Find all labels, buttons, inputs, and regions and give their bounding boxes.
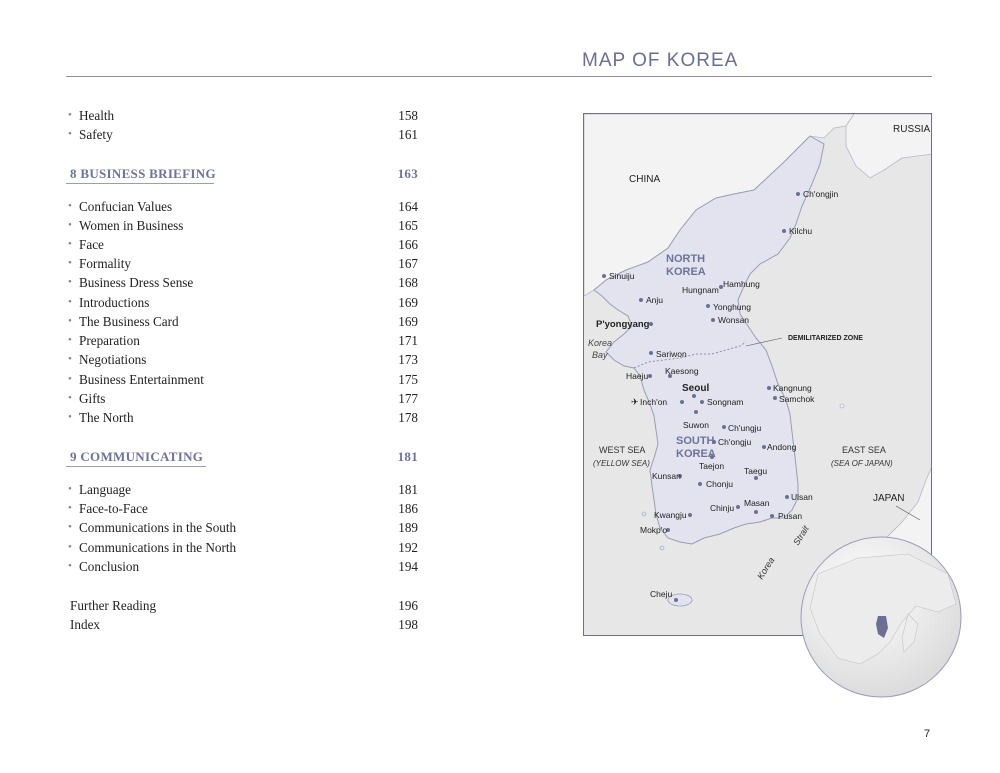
toc-entry[interactable] xyxy=(66,312,418,331)
label-samchok: Samchok xyxy=(779,394,815,404)
label-haeju: Haeju xyxy=(626,371,649,381)
toc-entry[interactable] xyxy=(66,273,418,292)
bullet-icon: • xyxy=(68,128,72,140)
city-dot-chongjin xyxy=(796,192,800,196)
toc-entry-page: 177 xyxy=(398,391,418,406)
toc-entry-page: 173 xyxy=(398,352,418,367)
city-dot-anju xyxy=(639,298,643,302)
island xyxy=(840,404,844,408)
bullet-icon: • xyxy=(68,219,72,231)
city-dot-kwangju xyxy=(688,513,692,517)
toc-entry[interactable] xyxy=(66,254,418,273)
label-dmz: DEMILITARIZED ZONE xyxy=(788,335,863,342)
bullet-icon: • xyxy=(68,392,72,404)
bullet-icon: • xyxy=(68,560,72,572)
island xyxy=(642,512,646,516)
city-dot-sinuiju xyxy=(602,274,606,278)
bullet-icon: • xyxy=(68,502,72,514)
bullet-icon: • xyxy=(68,257,72,269)
toc-entry-page: 169 xyxy=(398,295,418,310)
toc-entry-page: 171 xyxy=(398,333,418,348)
toc-entry-label: Preparation xyxy=(79,333,140,348)
label-kunsan: Kunsan xyxy=(652,471,681,481)
toc-entry-label: Formality xyxy=(79,256,132,271)
toc-entry-label: Introductions xyxy=(79,295,150,310)
toc-entry-label: Language xyxy=(79,482,131,497)
toc-entry-page: 164 xyxy=(398,199,418,214)
toc-entry[interactable] xyxy=(66,480,418,499)
label-seoul: Seoul xyxy=(682,383,710,394)
label-taegu: Taegu xyxy=(744,466,768,476)
city-dot-inchon xyxy=(680,400,684,404)
label-korea-bay-1: Korea xyxy=(588,338,613,348)
city-dot-masan xyxy=(754,510,758,514)
label-songnam: Songnam xyxy=(707,397,744,407)
city-dot-cheju xyxy=(674,598,678,602)
label-ulsan: Ulsan xyxy=(791,492,813,502)
label-west-sea: WEST SEA xyxy=(599,445,646,455)
toc-entry[interactable] xyxy=(66,370,418,389)
label-sariwon: Sariwon xyxy=(656,349,687,359)
toc-entry[interactable] xyxy=(66,408,418,427)
city-dot-pusan xyxy=(770,514,774,518)
chapter-title: 8 BUSINESS BRIEFING xyxy=(70,166,216,181)
toc-entry-label: Gifts xyxy=(79,391,106,406)
chapter-title: 9 COMMUNICATING xyxy=(70,449,204,464)
label-chinju: Chinju xyxy=(710,503,735,513)
airport-icon: ✈ xyxy=(631,397,639,407)
toc-entry-label: Women in Business xyxy=(79,218,184,233)
toc-entry-label: Confucian Values xyxy=(79,199,173,214)
toc-entry-label: Index xyxy=(70,617,101,632)
bullet-icon: • xyxy=(68,353,72,365)
toc-entry-page: 168 xyxy=(398,275,418,290)
city-dot-suwon xyxy=(694,410,698,414)
label-south-korea-1: SOUTH xyxy=(676,435,715,447)
label-hungnam: Hungnam xyxy=(682,285,719,295)
label-chungju: Ch'ungju xyxy=(728,423,762,433)
bullet-icon: • xyxy=(68,541,72,553)
label-east-sea: EAST SEA xyxy=(842,445,886,455)
bullet-icon: • xyxy=(68,334,72,346)
globe-inset xyxy=(798,534,964,700)
label-north-korea-2: KOREA xyxy=(666,266,706,278)
toc-entry-label: Face xyxy=(79,237,104,252)
chapter-page: 163 xyxy=(397,166,418,181)
chapter-page: 181 xyxy=(397,449,418,464)
label-kangnung: Kangnung xyxy=(773,383,812,393)
label-andong: Andong xyxy=(767,442,797,452)
toc-entry-label: Communications in the North xyxy=(79,540,237,555)
toc-entry-label: Communications in the South xyxy=(79,520,237,535)
toc-entry-page: 175 xyxy=(398,372,418,387)
toc-entry-label: Conclusion xyxy=(79,559,140,574)
city-dot-taegu xyxy=(754,476,758,480)
page-number: 7 xyxy=(924,728,931,740)
chapter-underline xyxy=(66,466,206,467)
label-china: CHINA xyxy=(629,174,661,185)
city-dot-haeju xyxy=(648,374,652,378)
bullet-icon: • xyxy=(68,296,72,308)
toc-entry-label: Negotiations xyxy=(79,352,147,367)
city-dot-sariwon xyxy=(649,351,653,355)
toc-entry-index[interactable] xyxy=(66,615,418,634)
label-kaesong: Kaesong xyxy=(665,366,699,376)
toc-entry-label: Further Reading xyxy=(70,598,157,613)
title-divider xyxy=(66,76,932,77)
label-russia: RUSSIA xyxy=(893,124,931,135)
toc-entry-page: 181 xyxy=(398,482,418,497)
label-kilchu: Kilchu xyxy=(789,226,813,236)
bullet-icon: • xyxy=(68,200,72,212)
label-yonghung: Yonghung xyxy=(713,302,751,312)
label-taejon: Taejon xyxy=(699,461,725,471)
label-sinuiju: Sinuiju xyxy=(609,271,635,281)
city-dot-wonsan xyxy=(711,318,715,322)
bullet-icon: • xyxy=(68,109,72,121)
bullet-icon: • xyxy=(68,276,72,288)
label-korea-strait-1: Korea xyxy=(755,555,777,582)
toc-entry-page: 192 xyxy=(398,540,418,555)
label-chonju: Chonju xyxy=(706,479,733,489)
bullet-icon: • xyxy=(68,483,72,495)
label-inchon: Inch'on xyxy=(640,397,668,407)
toc-entry-label: Business Dress Sense xyxy=(79,275,194,290)
toc-entry-page: 198 xyxy=(398,617,418,632)
toc-entry[interactable] xyxy=(66,216,418,235)
label-yellow-sea: (YELLOW SEA) xyxy=(593,459,650,468)
toc-entry-page: 169 xyxy=(398,314,418,329)
city-dot-songnam xyxy=(700,400,704,404)
label-south-korea-2: KOREA xyxy=(676,448,716,460)
label-kwangju: Kwangju xyxy=(654,510,687,520)
toc-entry-page: 194 xyxy=(398,559,418,574)
toc-entry-page: 186 xyxy=(398,501,418,516)
label-anju: Anju xyxy=(646,295,664,305)
bullet-icon: • xyxy=(68,411,72,423)
label-korea-bay-2: Bay xyxy=(592,350,608,360)
city-dot-chinju xyxy=(736,505,740,509)
city-dot-andong xyxy=(762,445,766,449)
page-title: MAP OF KOREA xyxy=(582,50,739,71)
label-north-korea-1: NORTH xyxy=(666,253,706,265)
city-dot-pyongyang xyxy=(649,322,653,326)
label-pusan: Pusan xyxy=(778,511,803,521)
label-japan: JAPAN xyxy=(873,493,905,504)
toc-entry-page: 167 xyxy=(398,256,418,271)
city-dot-kangnung xyxy=(767,386,771,390)
chapter-underline xyxy=(66,183,214,184)
city-dot-chungju xyxy=(722,425,726,429)
toc-entry-page: 165 xyxy=(398,218,418,233)
bullet-icon: • xyxy=(68,373,72,385)
label-sea-of-japan: (SEA OF JAPAN) xyxy=(831,459,893,468)
toc-entry[interactable] xyxy=(66,538,418,557)
label-cheju: Cheju xyxy=(650,589,673,599)
chapter-heading-communicating[interactable] xyxy=(66,447,418,467)
toc-entry-page: 158 xyxy=(398,108,418,123)
toc-entry-label: Health xyxy=(79,108,115,123)
toc-entry-page: 189 xyxy=(398,520,418,535)
toc-entry[interactable] xyxy=(66,518,418,537)
label-chongju: Ch'ongju xyxy=(718,437,752,447)
label-wonsan: Wonsan xyxy=(718,315,750,325)
label-hamhung: Hamhung xyxy=(723,279,760,289)
label-mokpo: Mokp'o xyxy=(640,525,668,535)
toc-entry-further-reading[interactable] xyxy=(66,596,418,615)
toc-entry-page: 161 xyxy=(398,127,418,142)
chapter-heading-business-briefing[interactable] xyxy=(66,164,418,184)
label-chongjin: Ch'ongjin xyxy=(803,189,839,199)
toc-entry-label: The North xyxy=(79,410,134,425)
toc-entry[interactable] xyxy=(66,350,418,369)
city-dot-kilchu xyxy=(782,229,786,233)
toc-entry[interactable] xyxy=(66,557,418,576)
city-dot-samchok xyxy=(773,396,777,400)
label-korea-strait-2: Strait xyxy=(791,523,811,548)
label-suwon: Suwon xyxy=(683,420,709,430)
bullet-icon: • xyxy=(68,315,72,327)
toc-entry-page: 166 xyxy=(398,237,418,252)
island xyxy=(660,546,664,550)
city-dot-seoul xyxy=(692,394,696,398)
toc-entry[interactable] xyxy=(66,389,418,408)
toc-entry[interactable] xyxy=(66,293,418,312)
toc-entry-safety[interactable] xyxy=(66,125,418,144)
toc-entry-label: The Business Card xyxy=(79,314,179,329)
toc-entry-page: 196 xyxy=(398,598,418,613)
toc-entry-label: Business Entertainment xyxy=(79,372,204,387)
city-dot-chonju xyxy=(698,482,702,486)
toc-entry[interactable] xyxy=(66,331,418,350)
city-dot-ulsan xyxy=(785,495,789,499)
bullet-icon: • xyxy=(68,238,72,250)
label-pyongyang: P'yongyang xyxy=(596,319,650,330)
toc-entry-page: 178 xyxy=(398,410,418,425)
label-masan: Masan xyxy=(744,498,770,508)
toc-entry[interactable] xyxy=(66,499,418,518)
toc-entry-label: Safety xyxy=(79,127,113,142)
city-dot-yonghung xyxy=(706,304,710,308)
bullet-icon: • xyxy=(68,521,72,533)
toc-entry[interactable] xyxy=(66,197,418,216)
toc-entry[interactable] xyxy=(66,235,418,254)
toc-entry-label: Face-to-Face xyxy=(79,501,148,516)
toc-entry-health[interactable] xyxy=(66,106,418,125)
